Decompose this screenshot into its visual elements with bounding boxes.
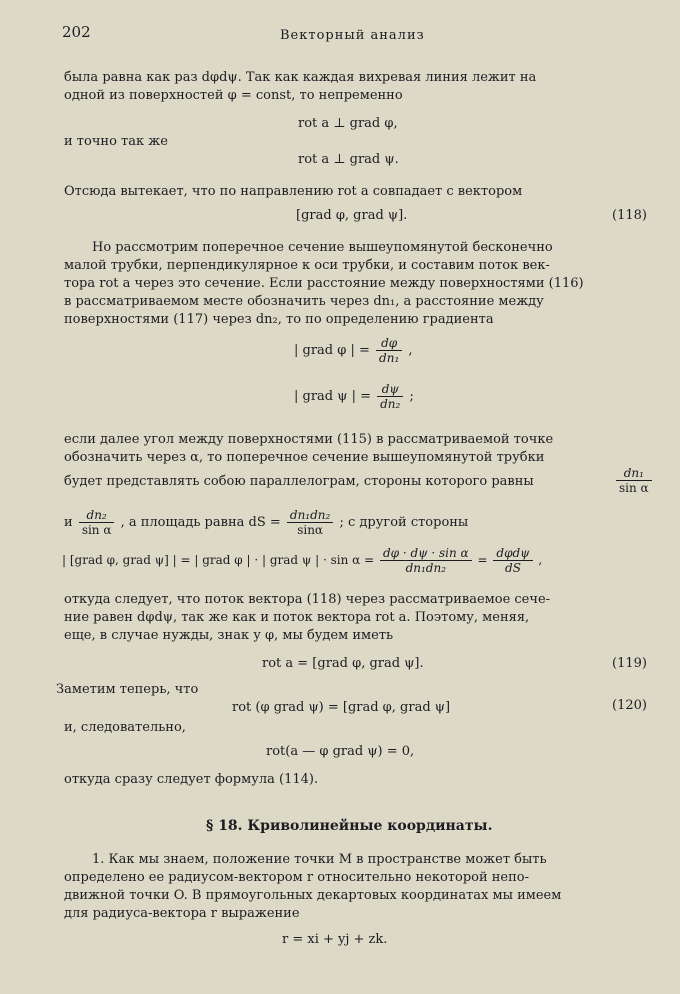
fraction bbox=[79, 508, 115, 537]
equals: = bbox=[477, 553, 488, 567]
fraction bbox=[493, 546, 532, 575]
text-line: и, следовательно, bbox=[64, 720, 186, 735]
equation: rot a ⊥ grad ψ. bbox=[298, 152, 399, 167]
fraction bbox=[380, 546, 472, 575]
denominator: dn₂ bbox=[380, 397, 401, 411]
equation-lhs: | [grad φ, grad ψ] | = | grad φ | · | grad ψ | · sin α = bbox=[62, 553, 375, 567]
denominator: dS bbox=[505, 561, 521, 575]
text-line: Заметим теперь, что bbox=[56, 682, 199, 697]
equation-number: (119) bbox=[612, 656, 647, 671]
numerator: dφ bbox=[376, 336, 402, 351]
equation-lhs: | grad ψ | = bbox=[294, 389, 371, 404]
equation: rot a ⊥ grad φ, bbox=[298, 116, 398, 131]
denominator: sinα bbox=[297, 523, 324, 537]
equation-lhs: | grad φ | = bbox=[294, 343, 370, 358]
area-formula-line bbox=[64, 508, 468, 537]
text: ; с другой стороны bbox=[339, 515, 469, 530]
numerator: dψ bbox=[377, 382, 403, 397]
text-line: для радиуса-вектора r выражение bbox=[64, 906, 300, 921]
text-line: откуда сразу следует формула (114). bbox=[64, 772, 319, 787]
numerator: dn₁ bbox=[616, 466, 652, 481]
big-equation bbox=[62, 546, 542, 575]
equation-number: (120) bbox=[612, 698, 647, 713]
equation-grad-phi bbox=[294, 336, 413, 365]
page-number: 202 bbox=[62, 23, 91, 41]
section-heading: § 18. Криволинейные координаты. bbox=[206, 818, 493, 834]
text-line: обозначить через α, то поперечное сечение вышеупомянутой трубки bbox=[64, 450, 545, 465]
text-line: Отсюда вытекает, что по направлению rot a совпадает с вектором bbox=[64, 184, 523, 199]
text-line: будет представлять собою параллелограм, стороны которого равны bbox=[64, 474, 534, 489]
text-line: поверхностями (117) через dn₂, то по определению градиента bbox=[64, 312, 494, 327]
running-title: Векторный анализ bbox=[280, 28, 425, 43]
equation: [grad φ, grad ψ]. bbox=[296, 208, 408, 223]
equation: rot (φ grad ψ) = [grad φ, grad ψ] bbox=[232, 700, 451, 715]
equation-grad-psi bbox=[294, 382, 414, 411]
equation: rot(a — φ grad ψ) = 0, bbox=[266, 744, 415, 759]
text-line: 1. Как мы знаем, положение точки M в пространстве может быть bbox=[92, 852, 547, 867]
text-line: в рассматриваемом месте обозначить через dn₁, а расстояние между bbox=[64, 294, 544, 309]
text-line: тора rot a через это сечение. Если расстояние между поверхностями (116) bbox=[64, 276, 584, 291]
equation: r = xi + yj + zk. bbox=[282, 932, 388, 947]
text: , а площадь равна dS = bbox=[120, 515, 281, 530]
text-line: одной из поверхностей φ = const, то непременно bbox=[64, 88, 403, 103]
text: и bbox=[64, 515, 73, 530]
text-line: и точно так же bbox=[64, 134, 168, 149]
denominator: dn₁dn₂ bbox=[405, 561, 447, 575]
numerator: dn₂ bbox=[79, 508, 115, 523]
punctuation: , bbox=[408, 343, 413, 358]
text-line: еще, в случае нужды, знак у φ, мы будем иметь bbox=[64, 628, 394, 643]
text-line: определено ее радиусом-вектором r относительно некоторой непо- bbox=[64, 870, 530, 885]
fraction bbox=[287, 508, 333, 537]
numerator: dφdψ bbox=[493, 546, 532, 561]
text-line: Но рассмотрим поперечное сечение вышеупомянутой бесконечно bbox=[92, 240, 553, 255]
text-line: откуда следует, что поток вектора (118) через рассматриваемое сече- bbox=[64, 592, 551, 607]
fraction bbox=[376, 336, 402, 365]
equation-number: (118) bbox=[612, 208, 647, 223]
punctuation: , bbox=[538, 553, 543, 567]
denominator: dn₁ bbox=[379, 351, 400, 365]
denominator: sin α bbox=[619, 481, 649, 495]
numerator: dn₁dn₂ bbox=[287, 508, 333, 523]
text-line: движной точки O. В прямоугольных декартовых координатах мы имеем bbox=[64, 888, 562, 903]
text-line: если далее угол между поверхностями (115) в рассматриваемой точке bbox=[64, 432, 554, 447]
fraction-dn1-sin bbox=[614, 466, 654, 495]
denominator: sin α bbox=[81, 523, 112, 537]
punctuation: ; bbox=[409, 389, 414, 404]
numerator: dφ · dψ · sin α bbox=[380, 546, 472, 561]
equation: rot a = [grad φ, grad ψ]. bbox=[262, 656, 424, 671]
text-line: ние равен dφdψ, так же как и поток вектора rot a. Поэтому, меняя, bbox=[64, 610, 530, 625]
fraction bbox=[377, 382, 403, 411]
text-line: была равна как раз dφdψ. Так как каждая вихревая линия лежит на bbox=[64, 70, 537, 85]
fraction bbox=[616, 466, 652, 495]
text-line: малой трубки, перпендикулярное к оси трубки, и составим поток век- bbox=[64, 258, 550, 273]
